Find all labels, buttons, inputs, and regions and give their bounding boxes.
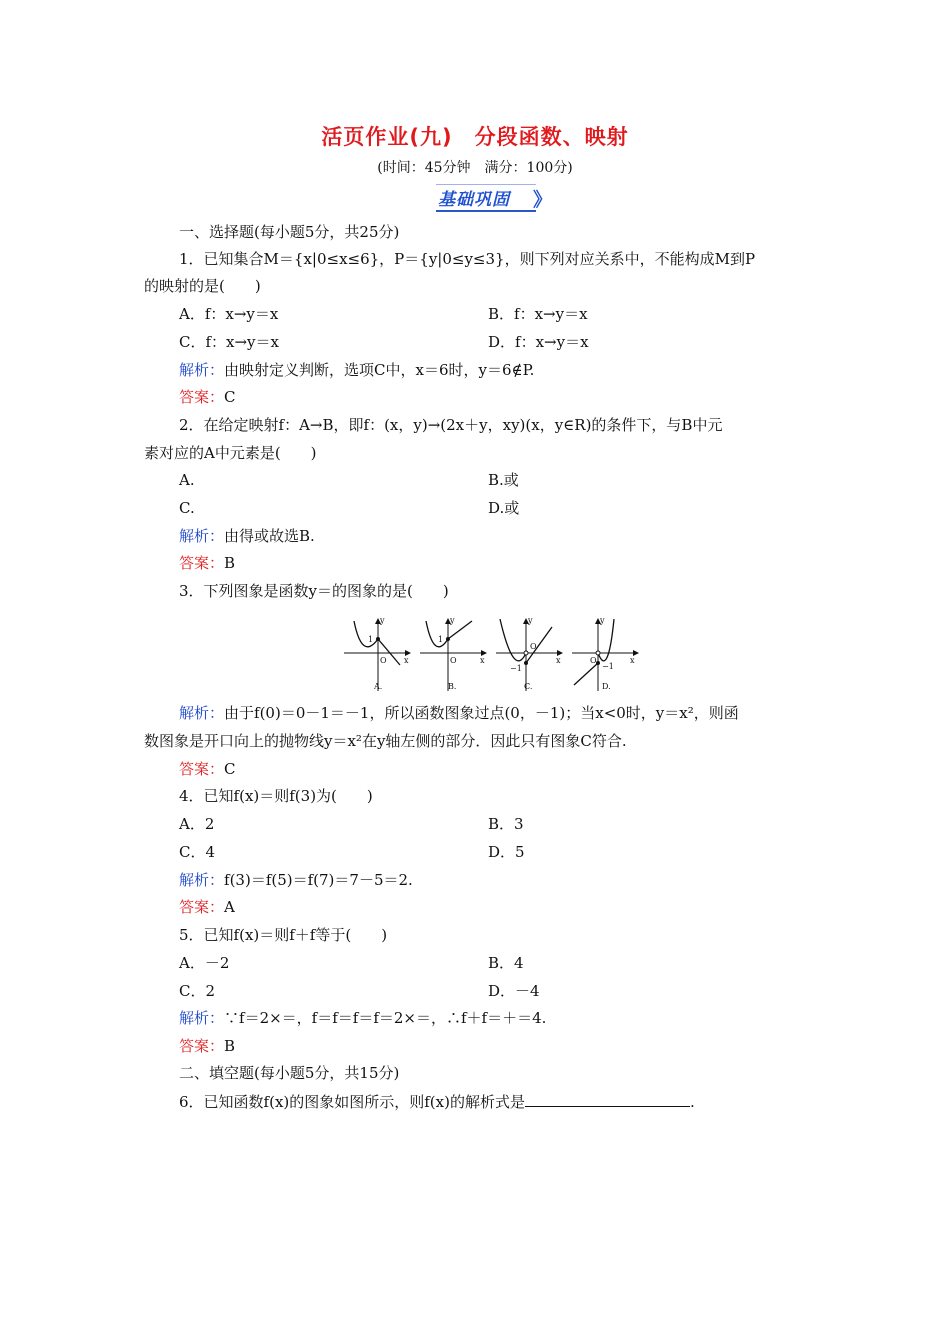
- origin-label: O: [450, 656, 457, 665]
- q5-option-d: D．－4: [488, 982, 540, 1000]
- q1-stem-line2: 的映射的是( ): [144, 277, 261, 295]
- q5-analysis: [179, 1008, 546, 1028]
- q1-answer: [179, 387, 236, 407]
- analysis-label: 解析：: [179, 1009, 225, 1027]
- q1-analysis: [179, 360, 534, 380]
- q1-stem-line1: 1．已知集合M＝{x|0≤x≤6}，P＝{y|0≤y≤3}，则下列对应关系中，不能构成M到P: [179, 250, 756, 268]
- q1-option-c: C．f：x→y＝x: [179, 333, 279, 351]
- graph-c: [496, 616, 562, 691]
- section-heading-fill: 二、填空题(每小题5分，共15分): [179, 1064, 400, 1082]
- analysis-text: ∵f＝2×＝，f＝f＝f＝f＝2×＝，∴f＋f＝＋＝4.: [224, 1009, 547, 1027]
- analysis-label: 解析：: [179, 527, 225, 545]
- section-badge: [436, 184, 552, 212]
- graph-b-label: B.: [448, 682, 457, 691]
- answer-blank[interactable]: [525, 1092, 690, 1107]
- q5-option-c: C．2: [179, 982, 216, 1000]
- graph-d: [572, 616, 638, 691]
- answer-label: 答案：: [179, 554, 225, 572]
- answer-text: C: [224, 388, 236, 406]
- answer-text: C: [224, 760, 236, 778]
- q3-analysis-line1: [179, 703, 739, 723]
- q6-stem-text: 6．已知函数f(x)的图象如图所示，则f(x)的解析式是: [179, 1093, 525, 1111]
- axis-y-label: y: [528, 616, 533, 625]
- chevron-right-icon: 》: [532, 189, 552, 211]
- q1-option-a: A．f：x→y＝x: [179, 305, 279, 323]
- badge-label: 基础巩固: [438, 190, 510, 210]
- graph-a-label: A.: [374, 682, 383, 691]
- graph-a: [344, 616, 410, 691]
- origin-label: O: [530, 642, 537, 651]
- q3-graph-options: [340, 613, 640, 699]
- q2-option-a: A.: [179, 471, 195, 489]
- answer-label: 答案：: [179, 760, 225, 778]
- q2-option-c: C.: [179, 499, 195, 517]
- answer-label: 答案：: [179, 898, 225, 916]
- answer-text: B: [224, 554, 236, 572]
- q4-option-b: B．3: [488, 815, 524, 833]
- tick-label: −1: [510, 664, 522, 673]
- q3-analysis-line2: 数图象是开口向上的抛物线y＝x²在y轴左侧的部分．因此只有图象C符合.: [144, 732, 627, 750]
- q2-option-b: B.或: [488, 471, 519, 489]
- q2-option-d: D.或: [488, 499, 520, 517]
- q4-stem: 4．已知f(x)＝则f(3)为( ): [179, 787, 373, 805]
- origin-label: O: [380, 656, 387, 665]
- q5-option-b: B．4: [488, 954, 524, 972]
- q2-stem-line2: 素对应的A中元素是( ): [144, 444, 317, 462]
- axis-y-label: y: [380, 616, 385, 625]
- q4-option-d: D．5: [488, 843, 525, 861]
- q4-analysis: [179, 870, 413, 890]
- answer-label: 答案：: [179, 1037, 225, 1055]
- graph-c-label: C.: [524, 682, 533, 691]
- axis-y-label: y: [450, 616, 455, 625]
- analysis-text: 由得或故选B.: [224, 527, 315, 545]
- graph-b: [420, 616, 486, 691]
- analysis-text: 由映射定义判断，选项C中，x＝6时，y＝6∉P.: [224, 361, 535, 379]
- q4-option-c: C．4: [179, 843, 216, 861]
- analysis-label: 解析：: [179, 704, 225, 722]
- answer-text: A: [224, 898, 235, 916]
- axis-x-label: x: [630, 656, 635, 665]
- origin-label: O: [590, 656, 597, 665]
- analysis-text: 由于f(0)＝0－1＝－1，所以函数图象过点(0，－1)；当x<0时，y＝x²，则函: [224, 704, 739, 722]
- analysis-text: f(3)＝f(5)＝f(7)＝7－5＝2.: [224, 871, 413, 889]
- axis-x-label: x: [404, 656, 409, 665]
- page-subtitle: (时间：45分钟 满分：100分): [377, 160, 573, 176]
- tick-label: −1: [602, 662, 614, 671]
- axis-x-label: x: [556, 656, 561, 665]
- tick-label: 1: [438, 635, 444, 644]
- answer-text: B: [224, 1037, 236, 1055]
- q5-answer: [179, 1036, 235, 1056]
- q4-option-a: A．2: [179, 815, 215, 833]
- analysis-label: 解析：: [179, 871, 225, 889]
- q2-analysis: [179, 526, 315, 546]
- q3-answer: [179, 759, 236, 779]
- q1-option-d: D．f：x→y＝x: [488, 333, 589, 351]
- answer-label: 答案：: [179, 388, 225, 406]
- q3-stem: 3．下列图象是函数y＝的图象的是( ): [179, 582, 449, 600]
- analysis-label: 解析：: [179, 361, 225, 379]
- graph-d-label: D.: [602, 682, 611, 691]
- q4-answer: [179, 897, 235, 917]
- q6-stem: [179, 1092, 695, 1112]
- q2-stem-line1: 2．在给定映射f：A→B，即f：(x，y)→(2x＋y，xy)(x，y∈R)的条件下，与B中元: [179, 416, 723, 434]
- q5-stem: 5．已知f(x)＝则f＋f等于( ): [179, 926, 388, 944]
- axis-x-label: x: [480, 656, 485, 665]
- axis-y-label: y: [600, 616, 605, 625]
- q1-option-b: B．f：x→y＝x: [488, 305, 588, 323]
- section-heading-choice: 一、选择题(每小题5分，共25分): [179, 223, 400, 241]
- q5-option-a: A．－2: [179, 954, 230, 972]
- q6-stem-end: .: [689, 1093, 695, 1111]
- page-title: 活页作业(九) 分段函数、映射: [321, 125, 629, 149]
- tick-label: 1: [368, 635, 374, 644]
- q2-answer: [179, 553, 235, 573]
